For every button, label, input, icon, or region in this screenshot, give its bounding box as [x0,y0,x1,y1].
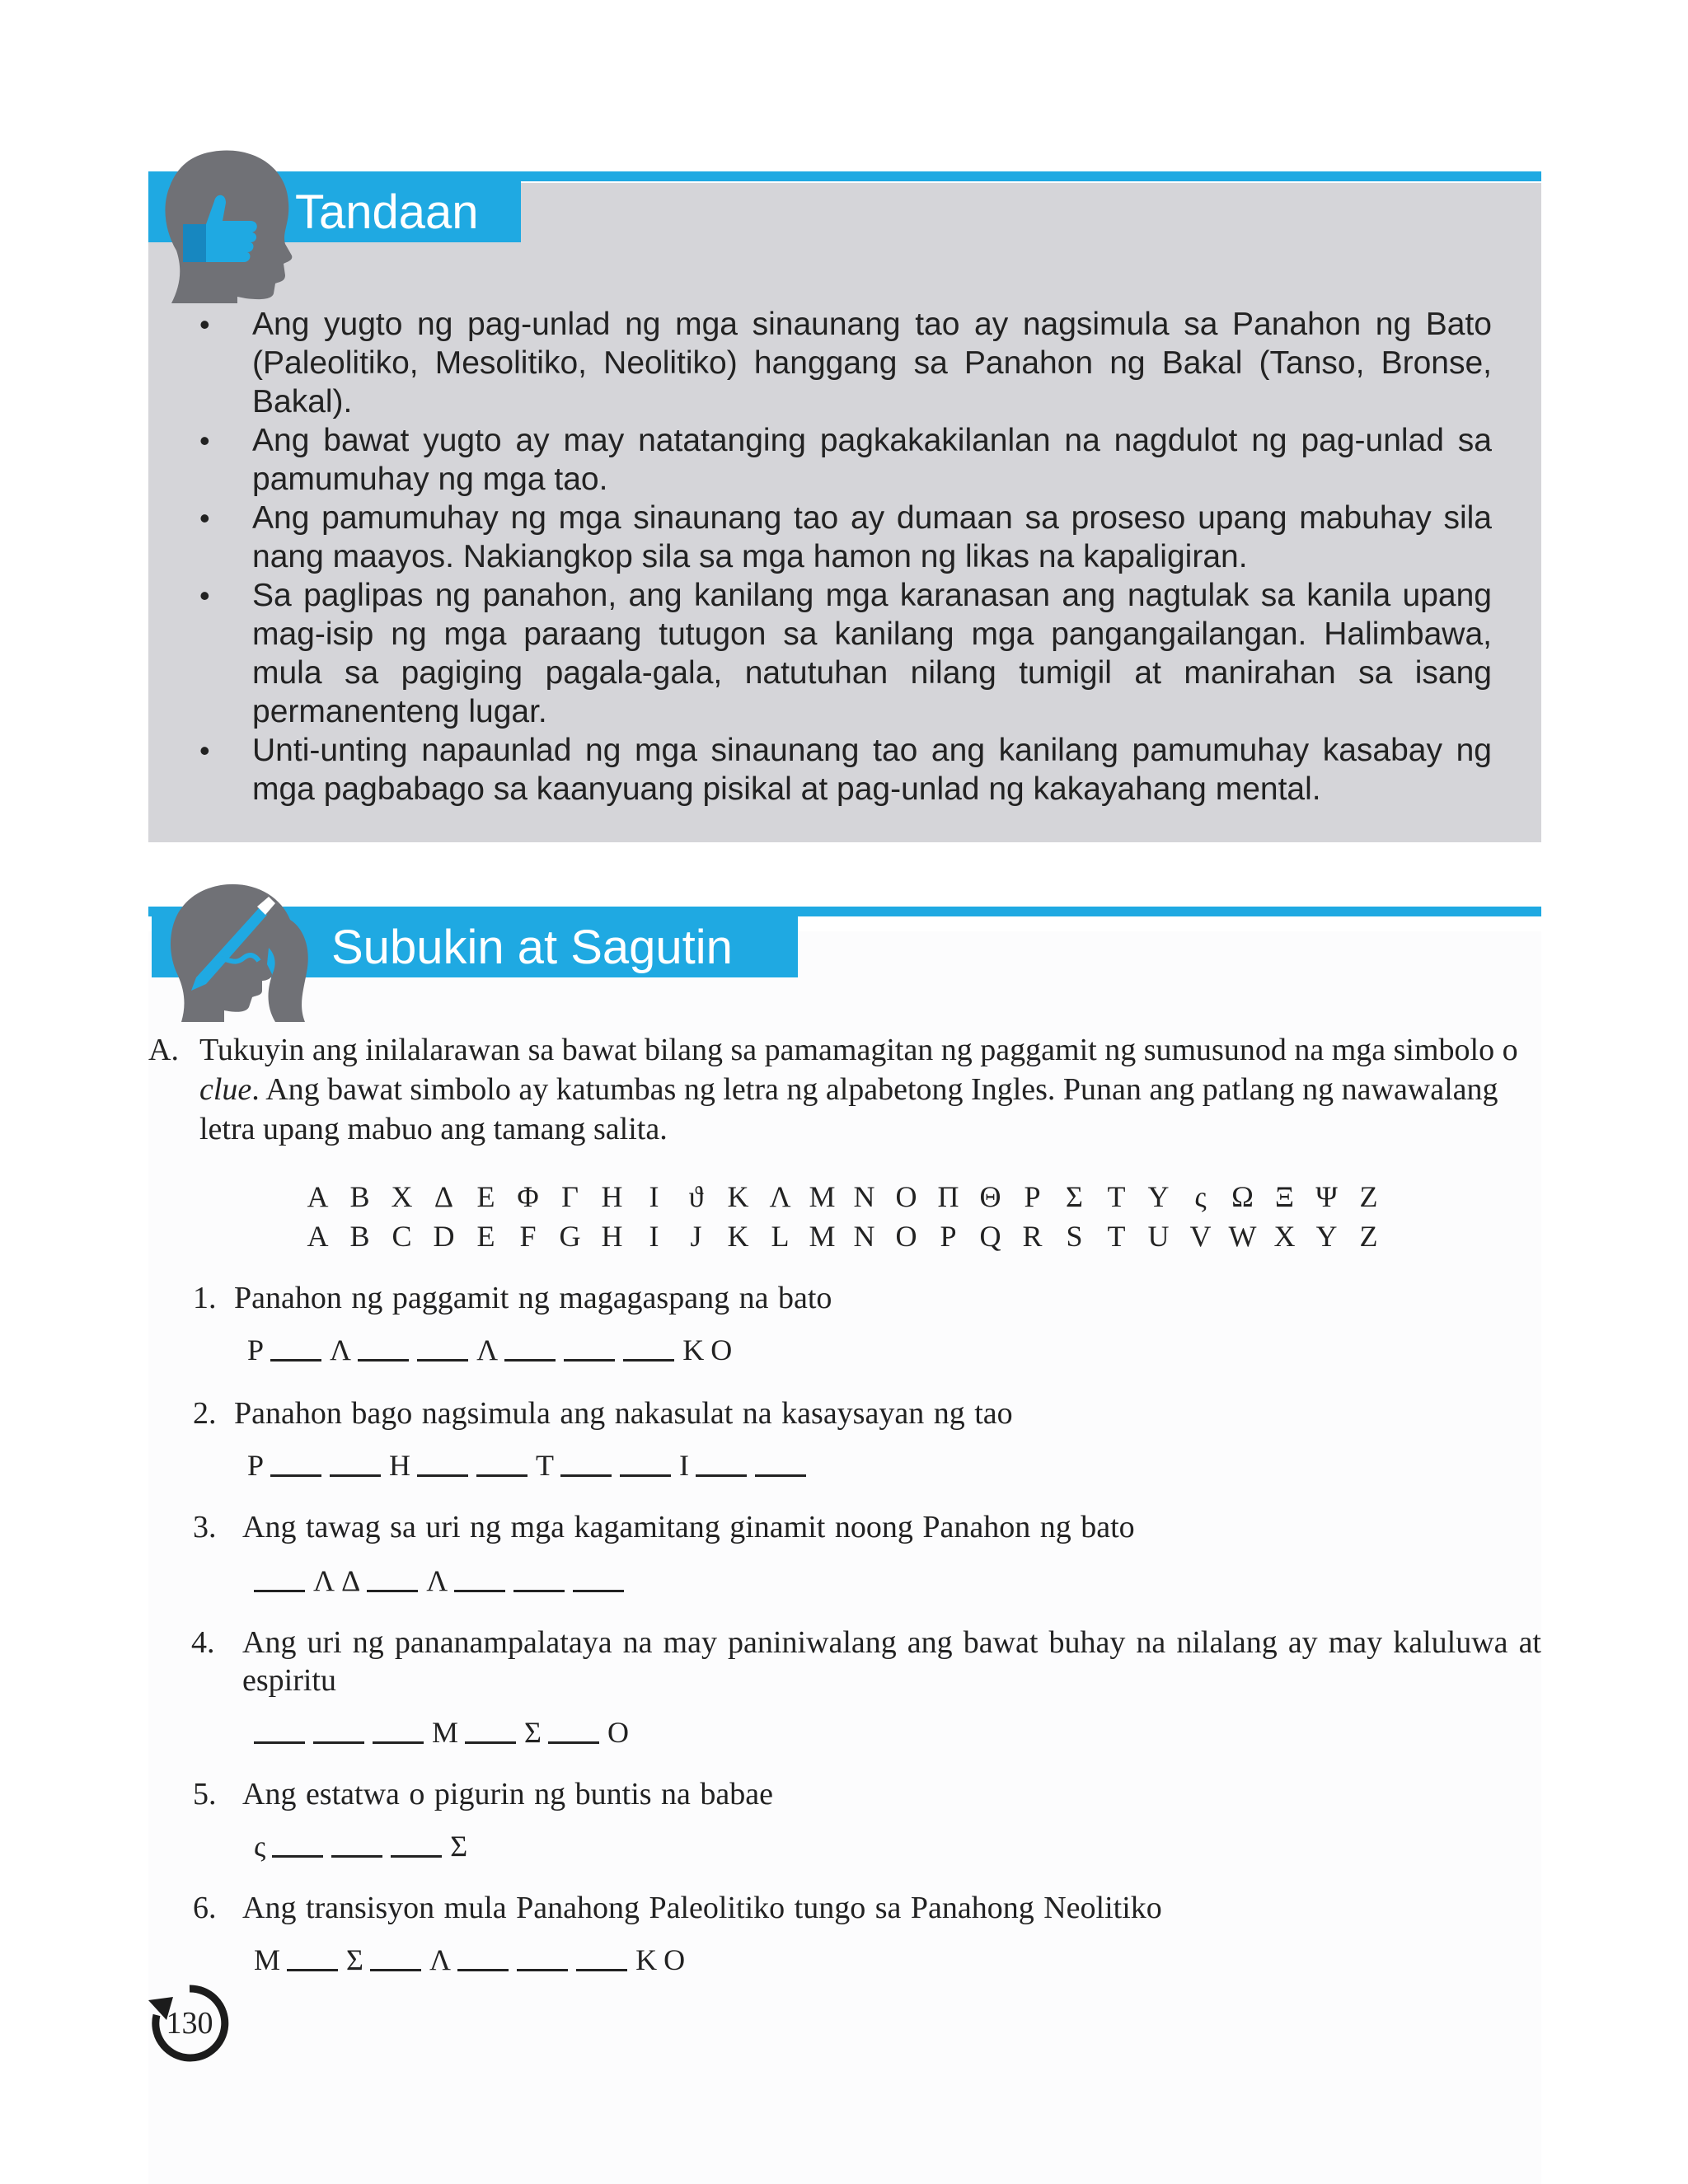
cipher-letter: N [853,1220,875,1253]
tandaan-bullet-list [190,305,1492,808]
cipher-letter: H [601,1220,623,1253]
question-number: 6. [193,1891,217,1925]
answer-blank[interactable] [623,1359,674,1361]
cipher-letter: L [771,1220,790,1253]
part-letter: A. [148,1033,179,1067]
given-letter: M [432,1716,459,1749]
subukin-title: Subukin at Sagutin [331,920,733,974]
cipher-letter: Y [1315,1220,1338,1253]
question-number: 5. [193,1777,217,1811]
instruction-text-b: . Ang bawat simbolo ay katumbas ng letra ng alpabetong Ingles. Punan ang patlang ng nawawalang letra upang mabuo ang tamang salita. [199,1072,1498,1146]
given-letter: Λ [429,1943,452,1976]
cipher-letter: S [1066,1220,1083,1253]
answer-blank[interactable] [513,1590,565,1592]
cipher-letter: V [1189,1220,1212,1253]
answer-blank[interactable] [517,1969,568,1971]
question-number: 4. [191,1625,215,1660]
answer-blank[interactable] [254,1590,305,1592]
cipher-letter: Q [979,1220,1001,1253]
given-letter: Λ [476,1333,499,1366]
answer-blank[interactable] [358,1359,409,1361]
answer-blank[interactable] [576,1969,627,1971]
cipher-symbol: Χ [391,1180,413,1213]
question-text: Ang uri ng pananampalataya na may paniniwalang ang bawat buhay na nilalang ay may kaluluwa at espiritu [242,1625,1541,1698]
answer-blank[interactable] [755,1474,806,1477]
tandaan-rule [148,171,1541,181]
answer-blank[interactable] [548,1741,599,1744]
cipher-letter: F [519,1220,537,1253]
given-letter: Σ [524,1716,542,1749]
instruction-clue: clue [199,1072,252,1107]
cipher-symbol: Ζ [1359,1180,1378,1213]
given-letter: I [679,1449,690,1482]
cipher-symbol: Τ [1107,1180,1126,1213]
answer-blank[interactable] [620,1474,671,1477]
cipher-letter: Z [1359,1220,1378,1253]
answer-blank[interactable] [270,1474,321,1477]
answer-blank[interactable] [417,1359,468,1361]
cipher-letter: X [1273,1220,1296,1253]
answer-blank[interactable] [254,1741,305,1744]
answer-blanks-3[interactable] [254,1563,632,1599]
page-number-badge [148,1982,231,2064]
cipher-symbol: ϑ [688,1180,704,1213]
cipher-symbol: Ι [649,1180,659,1213]
cipher-letter: U [1147,1220,1170,1253]
given-letter: Λ [330,1333,352,1366]
answer-blanks-6[interactable] [254,1942,692,1978]
cipher-letter: E [476,1220,495,1253]
answer-blank[interactable] [560,1474,612,1477]
cipher-letter: W [1228,1220,1257,1253]
question-6 [193,1889,1545,1927]
head-thumbs-up-icon [155,147,295,303]
question-text: Panahon bago nagsimula ang nakasulat na kasaysayan ng tao [234,1396,1013,1431]
question-3 [193,1508,1545,1546]
page-number: 130 [166,2006,213,2041]
given-letter: Λ [426,1564,448,1597]
cipher-symbol: Ν [853,1180,875,1213]
cipher-symbol: Ρ [1024,1180,1041,1213]
tandaan-bullet: • Sa paglipas ng panahon, ang kanilang mga karanasan ang nagtulak sa kanila upang mag-isip ng mga paraang tutugon sa kanilang mga pangangailangan. Halimbawa, mula sa pagiging pagala-gala, natutuhan nilang tumigil at manirahan sa isang permanenteng lugar. [190,576,1492,731]
answer-blank[interactable] [331,1855,382,1858]
cipher-symbol: Β [349,1180,370,1213]
cipher-letter: C [392,1220,412,1253]
given-letter: T [536,1449,555,1482]
cipher-letter: I [649,1220,659,1253]
question-text: Ang estatwa o pigurin ng buntis na babae [242,1777,774,1811]
cipher-letter: T [1107,1220,1126,1253]
answer-blank[interactable] [476,1474,528,1477]
cipher-key [297,1177,1390,1256]
tandaan-bullet: • Ang yugto ng pag-unlad ng mga sinaunang tao ay nagsimula sa Panahon ng Bato (Paleolitiko, Mesolitiko, Neolitiko) hanggang sa Panahon ng Bakal (Tanso, Bronse, Bakal). [190,305,1492,421]
tandaan-title: Tandaan [295,185,479,239]
cipher-symbol-row [297,1177,1390,1216]
given-letter: O [663,1943,686,1976]
cipher-letter: P [940,1220,957,1253]
question-5 [193,1775,1545,1813]
cipher-letter: M [809,1220,836,1253]
cipher-symbol: Α [307,1180,329,1213]
cipher-symbol: Ω [1231,1180,1254,1213]
answer-blank[interactable] [504,1359,556,1361]
cipher-symbol: Ξ [1274,1180,1295,1213]
question-text: Ang transisyon mula Panahong Paleolitiko tungo sa Panahong Neolitiko [242,1891,1162,1925]
question-4 [191,1624,1541,1699]
question-text: Panahon ng paggamit ng magagaspang na bato [234,1281,832,1315]
answer-blank[interactable] [417,1474,468,1477]
cipher-symbol: Θ [979,1180,1001,1213]
answer-blank[interactable] [367,1590,418,1592]
cipher-symbol: Γ [561,1180,579,1213]
cipher-symbol: Ψ [1315,1180,1338,1213]
answer-blank[interactable] [370,1969,421,1971]
given-letter: K [682,1333,705,1366]
given-letter: Σ [346,1943,363,1976]
answer-blank[interactable] [272,1855,323,1858]
answer-blank[interactable] [457,1969,509,1971]
cipher-letter-row [297,1216,1390,1256]
question-text: Ang tawag sa uri ng mga kagamitang ginamit noong Panahon ng bato [242,1510,1135,1544]
given-letter: O [710,1333,733,1366]
given-letter: K [635,1943,658,1976]
tandaan-bullet: • Unti-unting napaunlad ng mga sinaunang tao ang kanilang pamumuhay kasabay ng mga pagbabago sa kaanyuang pisikal at pag-unlad ng kakayahang mental. [190,731,1492,808]
given-letter: Σ [450,1830,468,1863]
given-letter: Δ [341,1564,361,1597]
cipher-letter: O [895,1220,917,1253]
instruction [148,1030,1541,1149]
instruction-text [199,1030,1541,1149]
answer-blank[interactable] [373,1741,424,1744]
given-letter: M [254,1943,281,1976]
cipher-symbol: Δ [434,1180,454,1213]
answer-blank[interactable] [313,1741,364,1744]
given-letter: Λ [313,1564,335,1597]
cipher-symbol: Λ [769,1180,791,1213]
head-pencil-icon [166,882,315,1022]
given-letter: H [389,1449,411,1482]
cipher-letter: D [433,1220,455,1253]
cipher-letter: K [727,1220,749,1253]
answer-blank[interactable] [270,1359,321,1361]
question-1 [193,1279,1545,1317]
cipher-letter: G [559,1220,581,1253]
cipher-symbol: Φ [517,1180,539,1213]
instruction-text-a: Tukuyin ang inilalarawan sa bawat bilang sa pamamagitan ng paggamit ng sumusunod na mga simbolo o [199,1033,1518,1067]
cipher-symbol: ς [1194,1180,1207,1213]
cipher-letter: R [1022,1220,1043,1253]
question-number: 1. [193,1281,217,1315]
answer-blank[interactable] [330,1474,381,1477]
cipher-symbol: Ο [895,1180,917,1213]
answer-blanks-4[interactable] [254,1714,635,1750]
tandaan-bullet: • Ang bawat yugto ay may natatanging pagkakakilanlan na nagdulot ng pag-unlad sa pamumuhay ng mga tao. [190,421,1492,499]
answer-blanks-1[interactable] [247,1332,738,1368]
answer-blank[interactable] [564,1359,615,1361]
cipher-symbol: Ε [476,1180,495,1213]
answer-blank[interactable] [573,1590,624,1592]
cipher-symbol: Μ [809,1180,836,1213]
given-letter: O [607,1716,629,1749]
cipher-letter: B [349,1220,370,1253]
cipher-symbol: Κ [727,1180,749,1213]
given-letter: P [247,1333,265,1366]
answer-blank[interactable] [287,1969,338,1971]
cipher-symbol: Η [601,1180,623,1213]
cipher-letter: A [307,1220,329,1253]
answer-blank[interactable] [454,1590,505,1592]
cipher-symbol: Σ [1066,1180,1083,1213]
answer-blank[interactable] [465,1741,516,1744]
given-letter: ς [254,1830,266,1863]
question-number: 2. [193,1396,217,1431]
question-2 [193,1394,1545,1432]
question-number: 3. [193,1510,217,1544]
given-letter: P [247,1449,265,1482]
tandaan-bullet: • Ang pamumuhay ng mga sinaunang tao ay dumaan sa proseso upang mabuhay sila nang maayos. Nakiangkop sila sa mga hamon ng likas na kapaligiran. [190,499,1492,576]
answer-blanks-5[interactable] [254,1828,474,1864]
subukin-rule [148,907,1541,916]
answer-blank[interactable] [696,1474,747,1477]
cipher-letter: J [690,1220,702,1253]
answer-blank[interactable] [391,1855,442,1858]
answer-blanks-2[interactable] [247,1447,814,1483]
cipher-symbol: Υ [1147,1180,1170,1213]
cipher-symbol: Π [937,1180,959,1213]
